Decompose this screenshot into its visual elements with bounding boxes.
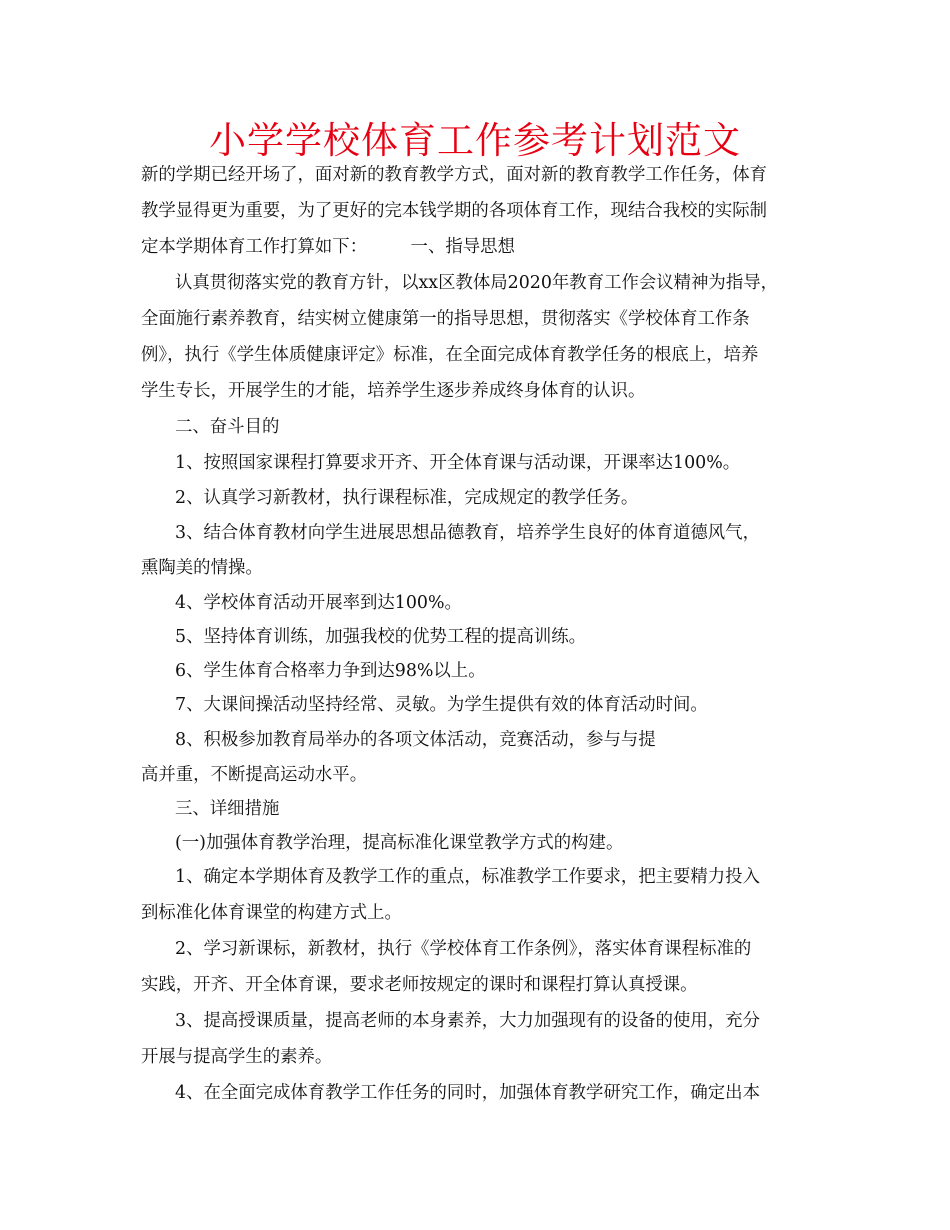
document-title: 小学学校体育工作参考计划范文 [209,119,741,162]
list-item-continuation: 高并重，不断提高运动水平。 [141,765,368,785]
list-item: 7、大课间操活动坚持经常、灵敏。为学生提供有效的体育活动时间。 [175,695,708,715]
list-item: 2、学习新课标，新教材，执行《学校体育工作条例》，落实体育课程标准的 [175,939,752,959]
list-item: 1、确定本学期体育及教学工作的重点，标准教学工作要求，把主要精力投入 [175,867,760,887]
list-item: 4、学校体育活动开展率到达100%。 [175,593,462,613]
list-item: 2、认真学习新教材，执行课程标准，完成规定的教学任务。 [175,488,639,508]
list-item: 8、积极参加教育局举办的各项文体活动，竞赛活动，参与与提 [175,730,656,750]
list-item-continuation: 熏陶美的情操。 [141,558,263,578]
list-item-continuation: 到标准化体育课堂的构建方式上。 [141,903,402,923]
paragraph-line: 学生专长，开展学生的才能，培养学生逐步养成终身体育的认识。 [141,381,646,401]
list-item: 4、在全面完成体育教学工作任务的同时，加强体育教学研究工作，确定出本 [175,1083,760,1103]
paragraph-line: 定本学期体育工作打算如下： 一、指导思想 [141,237,515,257]
list-item: 6、学生体育合格率力争到达98%以上。 [175,661,486,681]
section-heading: 三、详细措施 [175,799,280,819]
list-item: 3、结合体育教材向学生进展思想品德教育，培养学生良好的体育道德风气， [175,523,760,543]
paragraph-line: 教学显得更为重要，为了更好的完本钱学期的各项体育工作，现结合我校的实际制 [141,201,768,221]
list-item-continuation: 开展与提高学生的素养。 [141,1047,333,1067]
list-item-continuation: 实践，开齐、开全体育课，要求老师按规定的课时和课程打算认真授课。 [141,975,698,995]
paragraph-line: 例》，执行《学生体质健康评定》标准，在全面完成体育教学任务的根底上，培养 [141,345,759,365]
list-item: 1、按照国家课程打算要求开齐、开全体育课与活动课，开课率达100%。 [175,453,741,473]
list-item: 5、坚持体育训练，加强我校的优势工程的提高训练。 [175,627,587,647]
paragraph-line: 全面施行素养教育，结实树立健康第一的指导思想，贯彻落实《学校体育工作条 [141,309,750,329]
subsection-heading: (一)加强体育教学治理，提高标准化课堂教学方式的构建。 [175,833,624,853]
paragraph-line: 认真贯彻落实党的教育方针，以xx区教体局2020年教育工作会议精神为指导， [175,273,778,293]
paragraph-line: 新的学期已经开场了，面对新的教育教学方式，面对新的教育教学工作任务，体育 [141,165,768,185]
list-item: 3、提高授课质量，提高老师的本身素养，大力加强现有的设备的使用，充分 [175,1011,760,1031]
section-heading: 二、奋斗目的 [175,417,280,437]
